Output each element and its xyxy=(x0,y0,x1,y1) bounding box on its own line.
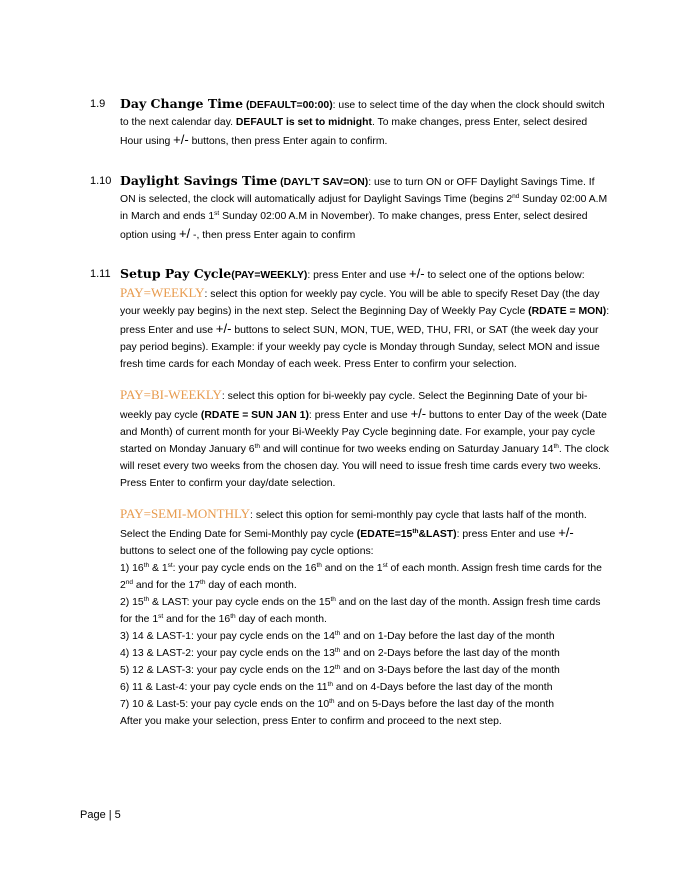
superscript: st xyxy=(382,562,388,569)
body-text: : press Enter and use xyxy=(456,529,559,540)
option-text: & LAST: your pay cycle ends on the 15 xyxy=(149,597,331,608)
plus-minus-glyph: +/ xyxy=(178,226,191,241)
pay-cycle-option-5 xyxy=(120,662,610,679)
bold-note: DEFAULT is set to midnight xyxy=(235,117,372,128)
option-text: and on the 1 xyxy=(321,563,383,574)
section-intro xyxy=(120,265,610,284)
plus-minus-glyph: +/- xyxy=(558,525,574,540)
body-text: . The clock will reset every two weeks from the chosen day. You will need to issue fresh time cards every two weeks. Press Enter to confirm your day/date selection. xyxy=(120,444,609,489)
option-text: and on 1-Day before the last day of the month xyxy=(340,631,555,642)
option-text: and for the 16 xyxy=(163,614,231,625)
option-text: 4) 13 & LAST-2: your pay cycle ends on the 13 xyxy=(120,648,335,659)
body-text: buttons to select SUN, MON, TUE, WED, THU, FRI, or SAT (the week day your pay period begins). Example: if your weekly pay cycle is Monday through Sunday, select MON and issue fresh time cards for each Monday of each week. Press Enter to confirm your selection. xyxy=(120,325,600,370)
superscript: th xyxy=(254,443,261,450)
superscript: th xyxy=(330,596,336,603)
option-text: day of each month. xyxy=(235,614,327,625)
superscript: th xyxy=(200,579,206,586)
page-footer: Page | 5 xyxy=(80,809,121,821)
body-text: -, then press Enter again to confirm xyxy=(190,230,356,241)
superscript: th xyxy=(329,698,335,705)
option-text: of each month. Assign fresh time cards for the 2 xyxy=(120,563,602,591)
superscript: st xyxy=(214,210,220,217)
section-title: Daylight Savings Time xyxy=(120,173,278,188)
option-text: day of each month. xyxy=(205,580,297,591)
superscript: st xyxy=(167,562,173,569)
section-number: 1.9 xyxy=(90,98,106,110)
default-value: (DAYL’T SAV=ON) xyxy=(280,177,369,188)
body-text: : press Enter and use xyxy=(308,410,411,421)
body-text: Sunday 02:00 A.M in November). To make changes, press Enter, select desired option using xyxy=(120,211,588,241)
superscript: th xyxy=(327,681,333,688)
option-text: : your pay cycle ends on the 16 xyxy=(172,563,317,574)
section-body xyxy=(120,265,610,730)
plus-minus-glyph: +/- xyxy=(215,321,232,336)
body-text: : use to select time of the day when the clock should switch to the next calendar day. xyxy=(120,100,605,128)
section-number: 1.11 xyxy=(90,268,111,280)
option-text: 7) 10 & Last-5: your pay cycle ends on the 10 xyxy=(120,699,330,710)
section-body xyxy=(120,95,610,150)
bold-setting-part: &LAST) xyxy=(418,529,457,540)
pay-cycle-option-4 xyxy=(120,645,610,662)
superscript: nd xyxy=(125,579,134,586)
section-body xyxy=(120,172,610,244)
superscript: th xyxy=(553,443,559,450)
option-text: 3) 14 & LAST-1: your pay cycle ends on the 14 xyxy=(120,631,335,642)
pay-cycle-option-6 xyxy=(120,679,610,696)
superscript: th xyxy=(316,562,322,569)
body-text: and will continue for two weeks ending on Saturday January 14 xyxy=(260,444,554,455)
option-text: and on 2-Days before the last day of the month xyxy=(340,648,560,659)
section-title: Day Change Time xyxy=(120,96,244,111)
superscript: th xyxy=(143,596,150,603)
pay-cycle-option-2 xyxy=(120,594,610,628)
superscript: th xyxy=(412,528,419,535)
body-text: Sunday 02:00 A.M in March and ends 1 xyxy=(120,194,608,222)
body-text: buttons to select one of the following pay cycle options: xyxy=(120,546,374,557)
option-text: 5) 12 & LAST-3: your pay cycle ends on the 12 xyxy=(120,665,335,676)
default-value: (DEFAULT=00:00) xyxy=(245,100,333,111)
body-text: to select one of the options below: xyxy=(424,270,585,281)
option-semimonthly xyxy=(120,505,610,730)
semimonthly-intro xyxy=(120,505,610,524)
pay-cycle-option-7 xyxy=(120,696,610,713)
bold-setting-part: (EDATE=15 xyxy=(356,529,413,540)
body-text: : press Enter and use xyxy=(120,306,610,336)
superscript: th xyxy=(143,562,150,569)
bold-setting xyxy=(357,529,457,540)
body-text: : press Enter and use xyxy=(307,270,410,281)
body-text: buttons to enter Day of the week (Date and Month) of current month for your Bi-Weekly Pay Cycle beginning date. For example, your pay cycle started on Monday January 6 xyxy=(120,410,607,455)
option-biweekly xyxy=(120,386,610,492)
pay-cycle-option-1 xyxy=(120,560,610,594)
option-text: and on 4-Days before the last day of the month xyxy=(332,682,553,693)
pay-cycle-option-3 xyxy=(120,628,610,645)
plus-minus-glyph: +/- xyxy=(410,406,427,421)
plus-minus-glyph: +/- xyxy=(409,266,425,281)
option-text: and on the last day of the month. Assign fresh time cards for the 1 xyxy=(120,597,601,625)
section-title: Setup Pay Cycle xyxy=(120,266,232,281)
body-text: : select this option for semi-monthly pay cycle that lasts half of the month. xyxy=(250,510,587,521)
option-text: 6) 11 & Last-4: your pay cycle ends on the 11 xyxy=(120,682,328,693)
plus-minus-glyph: +/- xyxy=(173,132,189,147)
body-text: : select this option for bi-weekly pay cycle. Select the Beginning Date of your bi-weekly pay cycle xyxy=(120,391,588,421)
body-text: : select this option for weekly pay cycle. You will be able to specify Reset Day (the day your weekly pay begins) in the next step. Select the Beginning Day of Weekly Pay Cycle xyxy=(120,289,600,317)
superscript: th xyxy=(334,647,341,654)
option-text: & 1 xyxy=(149,563,168,574)
option-label-weekly: PAY=WEEKLY xyxy=(120,285,205,300)
semimonthly-instruction xyxy=(120,524,610,560)
option-label-biweekly: PAY=BI-WEEKLY xyxy=(120,387,222,402)
bold-setting: (RDATE = MON) xyxy=(528,306,607,317)
option-text: and on 3-Days before the last day of the month xyxy=(340,665,560,676)
body-text: Select the Ending Date for Semi-Monthly pay cycle xyxy=(120,529,357,540)
option-text: 1) 16 xyxy=(120,563,144,574)
option-label-semimonthly: PAY=SEMI-MONTHLY xyxy=(120,506,251,521)
option-weekly xyxy=(120,284,610,373)
option-text: 2) 15 xyxy=(120,597,144,608)
superscript: st xyxy=(158,613,164,620)
superscript: th xyxy=(334,664,341,671)
superscript: th xyxy=(230,613,236,620)
superscript: nd xyxy=(512,193,520,200)
body-text: : use to turn ON or OFF Daylight Savings Time. If ON is selected, the clock will automatically adjust for Daylight Savings Time (begins 2 xyxy=(120,177,595,205)
superscript: th xyxy=(334,630,341,637)
section-number: 1.10 xyxy=(90,175,112,187)
closing-instruction: After you make your selection, press Enter to confirm and proceed to the next step. xyxy=(120,716,502,727)
body-text: . To make changes, press Enter, select desired Hour using xyxy=(120,117,588,147)
option-text: and on 5-Days before the last day of the month xyxy=(334,699,555,710)
default-value: (PAY=WEEKLY) xyxy=(231,270,308,281)
option-text: and for the 17 xyxy=(133,580,201,591)
bold-setting: (RDATE = SUN JAN 1) xyxy=(200,410,309,421)
body-text: buttons, then press Enter again to confirm. xyxy=(188,136,388,147)
